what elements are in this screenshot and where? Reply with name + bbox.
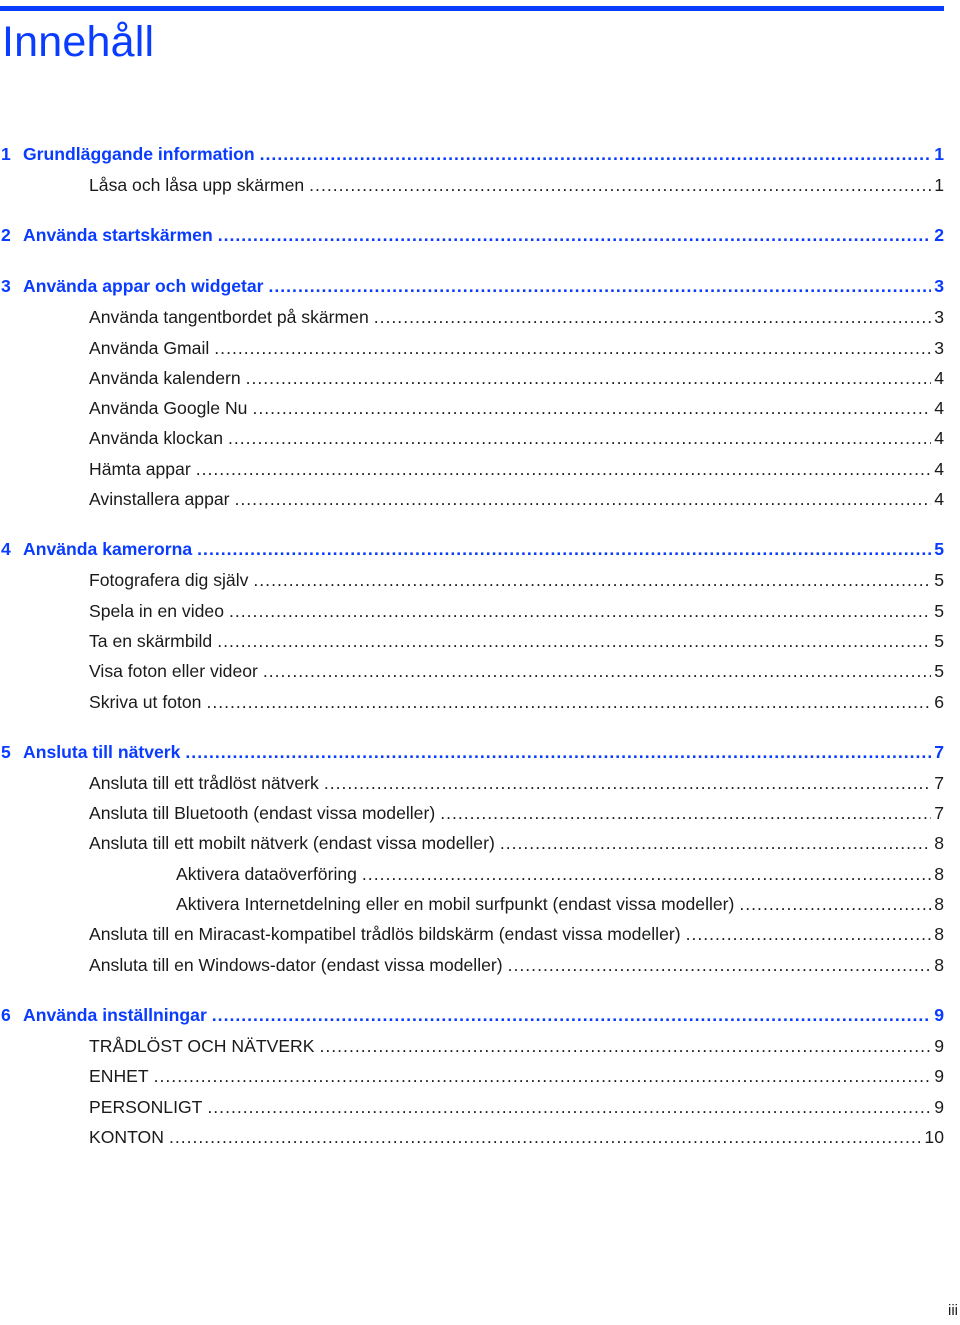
section-title: Ansluta till ett mobilt nätverk (endast vissa modeller) — [89, 833, 495, 854]
toc-chapter-entry[interactable] — [0, 270, 944, 302]
chapter-number: 4 — [1, 539, 11, 560]
dot-leader — [309, 170, 931, 200]
toc-section-entry[interactable] — [0, 687, 944, 717]
toc-section-entry[interactable] — [0, 656, 944, 686]
chapter-number: 5 — [1, 741, 11, 762]
page-ref: 1 — [934, 175, 944, 195]
page-ref: 9 — [934, 1035, 944, 1056]
page-ref: 1 — [934, 144, 944, 164]
dot-leader — [218, 219, 932, 251]
toc-section-entry[interactable] — [0, 1061, 944, 1091]
dot-leader — [185, 736, 931, 768]
section-title: PERSONLIGT — [89, 1096, 203, 1117]
section-title: Spela in en video — [89, 600, 224, 621]
section-title: Skriva ut foton — [89, 691, 202, 712]
toc-chapter-4 — [0, 533, 944, 716]
toc-section-entry[interactable] — [0, 626, 944, 656]
dot-leader — [440, 798, 931, 828]
chapter-number: 1 — [1, 144, 11, 164]
toc-chapter-entry[interactable] — [0, 736, 944, 768]
toc-section-entry[interactable] — [0, 423, 944, 453]
dot-leader — [362, 859, 931, 889]
page-number: iii — [948, 1302, 958, 1319]
subsection-title: Aktivera dataöverföring — [176, 863, 357, 884]
page-ref: 5 — [934, 539, 944, 560]
page-ref: 10 — [924, 1126, 944, 1147]
toc-chapter-1 — [0, 138, 944, 200]
section-title: Hämta appar — [89, 458, 191, 479]
toc-section-entry[interactable] — [0, 170, 944, 200]
page-ref: 8 — [934, 894, 944, 915]
dot-leader — [324, 768, 931, 798]
toc-chapter-entry[interactable] — [0, 219, 944, 251]
page-ref: 4 — [934, 458, 944, 479]
page-ref: 8 — [934, 863, 944, 884]
page-ref: 7 — [934, 772, 944, 793]
dot-leader — [212, 999, 931, 1031]
page-ref: 2 — [934, 225, 944, 246]
dot-leader — [686, 919, 932, 949]
dot-leader — [154, 1061, 932, 1091]
dot-leader — [260, 138, 932, 170]
page-ref: 7 — [934, 803, 944, 824]
section-title: Ta en skärmbild — [89, 630, 213, 651]
section-title: Ansluta till en Windows-dator (endast vissa modeller) — [89, 954, 503, 975]
section-title: Låsa och låsa upp skärmen — [89, 175, 305, 195]
toc-chapter-5 — [0, 736, 944, 980]
page-ref: 4 — [934, 489, 944, 510]
page-ref: 3 — [934, 307, 944, 328]
dot-leader — [229, 596, 931, 626]
toc-section-entry[interactable] — [0, 919, 944, 949]
page-ref: 4 — [934, 398, 944, 419]
chapter-title: Använda inställningar — [23, 1004, 207, 1025]
toc-section-entry[interactable] — [0, 1122, 944, 1152]
page-ref: 9 — [934, 1004, 944, 1025]
section-title: Ansluta till ett trådlöst nätverk — [89, 772, 319, 793]
chapter-title: Använda appar och widgetar — [23, 276, 264, 297]
page-ref: 4 — [934, 428, 944, 449]
subsection-title: Aktivera Internetdelning eller en mobil surfpunkt (endast vissa modeller) — [176, 894, 735, 915]
page-ref: 3 — [934, 337, 944, 358]
page-title: Innehåll — [2, 18, 155, 66]
toc-section-entry[interactable] — [0, 393, 944, 423]
toc-section-entry[interactable] — [0, 1031, 944, 1061]
dot-leader — [169, 1122, 921, 1152]
dot-leader — [508, 950, 932, 980]
section-title: ENHET — [89, 1066, 149, 1087]
section-title: Använda tangentbordet på skärmen — [89, 307, 369, 328]
dot-leader — [253, 565, 931, 595]
dot-leader — [246, 363, 932, 393]
dot-leader — [252, 393, 931, 423]
toc-section-entry[interactable] — [0, 596, 944, 626]
dot-leader — [217, 626, 931, 656]
dot-leader — [374, 302, 931, 332]
toc-section-entry[interactable] — [0, 950, 944, 980]
page-ref: 8 — [934, 954, 944, 975]
toc-section-entry[interactable] — [0, 768, 944, 798]
toc-section-entry[interactable] — [0, 828, 944, 858]
page-ref: 9 — [934, 1066, 944, 1087]
dot-leader — [197, 533, 931, 565]
page-ref: 8 — [934, 924, 944, 945]
dot-leader — [739, 889, 931, 919]
section-title: TRÅDLÖST OCH NÄTVERK — [89, 1035, 315, 1056]
toc-section-entry[interactable] — [0, 302, 944, 332]
dot-leader — [263, 656, 931, 686]
page-ref: 7 — [934, 741, 944, 762]
toc-chapter-entry[interactable] — [0, 999, 944, 1031]
section-title: Använda Gmail — [89, 337, 210, 358]
toc-chapter-6 — [0, 999, 944, 1152]
dot-leader — [320, 1031, 932, 1061]
toc-subsection-entry[interactable] — [0, 889, 944, 919]
section-title: Ansluta till en Miracast-kompatibel trådlös bildskärm (endast vissa modeller) — [89, 924, 681, 945]
section-title: Avinstallera appar — [89, 489, 230, 510]
section-title: KONTON — [89, 1126, 164, 1147]
dot-leader — [500, 828, 931, 858]
dot-leader — [196, 454, 931, 484]
page-ref: 8 — [934, 833, 944, 854]
section-title: Använda kalendern — [89, 367, 241, 388]
section-title: Fotografera dig själv — [89, 570, 249, 591]
dot-leader — [214, 333, 931, 363]
toc-section-entry[interactable] — [0, 798, 944, 828]
section-title: Visa foton eller videor — [89, 661, 258, 682]
page-ref: 4 — [934, 367, 944, 388]
section-title: Ansluta till Bluetooth (endast vissa modeller) — [89, 803, 436, 824]
section-title: Använda klockan — [89, 428, 223, 449]
toc-section-entry[interactable] — [0, 363, 944, 393]
chapter-title: Grundläggande information — [23, 144, 255, 164]
chapter-number: 3 — [1, 276, 11, 297]
chapter-number: 2 — [1, 225, 11, 246]
toc-chapter-3 — [0, 270, 944, 514]
chapter-title: Ansluta till nätverk — [23, 741, 181, 762]
toc-section-entry[interactable] — [0, 454, 944, 484]
dot-leader — [228, 423, 931, 453]
page-ref: 9 — [934, 1096, 944, 1117]
dot-leader — [235, 484, 932, 514]
toc-section-entry[interactable] — [0, 484, 944, 514]
page-ref: 5 — [934, 661, 944, 682]
toc-chapter-entry[interactable] — [0, 138, 944, 170]
toc-subsection-entry[interactable] — [0, 859, 944, 889]
toc-chapter-2 — [0, 219, 944, 251]
toc-section-entry[interactable] — [0, 333, 944, 363]
page-ref: 5 — [934, 570, 944, 591]
toc-chapter-entry[interactable] — [0, 533, 944, 565]
chapter-title: Använda startskärmen — [23, 225, 213, 246]
dot-leader — [269, 270, 932, 302]
page-ref: 5 — [934, 630, 944, 651]
chapter-number: 6 — [1, 1004, 11, 1025]
page-ref: 3 — [934, 276, 944, 297]
toc-section-entry[interactable] — [0, 565, 944, 595]
dot-leader — [206, 687, 931, 717]
page-ref: 5 — [934, 600, 944, 621]
dot-leader — [207, 1092, 931, 1122]
section-title: Använda Google Nu — [89, 398, 248, 419]
chapter-title: Använda kamerorna — [23, 539, 193, 560]
table-of-contents — [0, 138, 944, 1171]
toc-section-entry[interactable] — [0, 1092, 944, 1122]
top-rule — [0, 6, 944, 11]
page-ref: 6 — [934, 691, 944, 712]
